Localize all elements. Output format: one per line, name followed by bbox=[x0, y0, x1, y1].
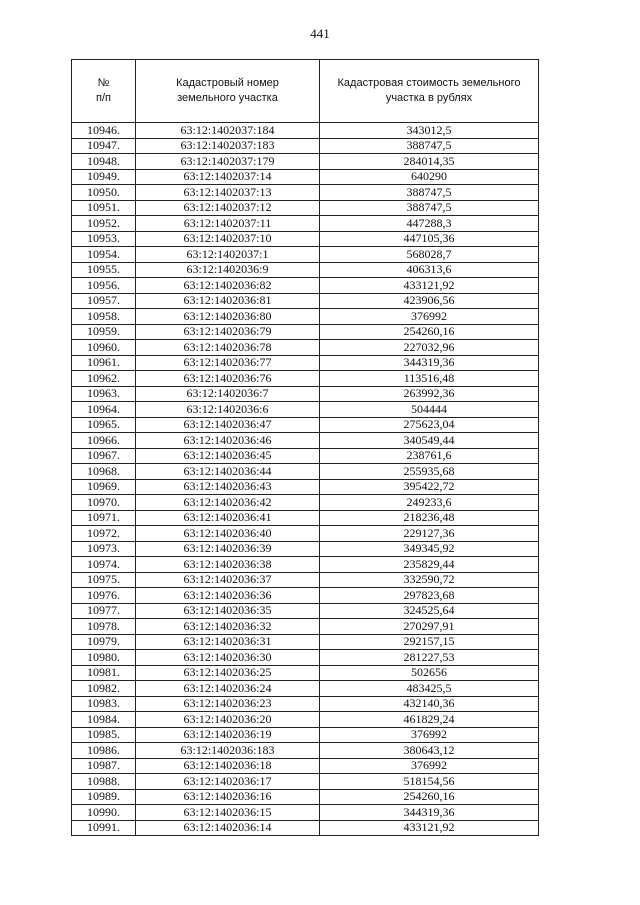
table-header bbox=[72, 60, 539, 123]
cadastral-value: 113516,48 bbox=[320, 371, 539, 387]
cadastral-number: 63:12:1402036:23 bbox=[136, 696, 320, 712]
cadastral-number: 63:12:1402036:18 bbox=[136, 758, 320, 774]
cadastral-number: 63:12:1402036:25 bbox=[136, 665, 320, 681]
row-number: 10969. bbox=[72, 479, 136, 495]
row-number: 10967. bbox=[72, 448, 136, 464]
table-row bbox=[72, 650, 539, 666]
row-number: 10950. bbox=[72, 185, 136, 201]
cadastral-value: 344319,36 bbox=[320, 805, 539, 821]
cadastral-number: 63:12:1402036:77 bbox=[136, 355, 320, 371]
cadastral-number: 63:12:1402036:15 bbox=[136, 805, 320, 821]
cadastral-number: 63:12:1402036:81 bbox=[136, 293, 320, 309]
cadastral-value: 518154,56 bbox=[320, 774, 539, 790]
row-number: 10956. bbox=[72, 278, 136, 294]
cadastral-number: 63:12:1402036:39 bbox=[136, 541, 320, 557]
cadastral-number: 63:12:1402036:45 bbox=[136, 448, 320, 464]
cadastral-value: 254260,16 bbox=[320, 789, 539, 805]
cadastral-number: 63:12:1402036:32 bbox=[136, 619, 320, 635]
row-number: 10975. bbox=[72, 572, 136, 588]
cadastral-number: 63:12:1402036:38 bbox=[136, 557, 320, 573]
header-cadastral-value: Кадастровая стоимость земельного участка в рублях bbox=[320, 60, 539, 123]
table-row bbox=[72, 696, 539, 712]
cadastral-value: 284014,35 bbox=[320, 154, 539, 170]
row-number: 10957. bbox=[72, 293, 136, 309]
table-row bbox=[72, 200, 539, 216]
cadastral-value: 332590,72 bbox=[320, 572, 539, 588]
cadastral-value: 349345,92 bbox=[320, 541, 539, 557]
table-row bbox=[72, 262, 539, 278]
cadastral-value: 249233,6 bbox=[320, 495, 539, 511]
header-number: № п/п bbox=[72, 60, 136, 123]
cadastral-number: 63:12:1402036:40 bbox=[136, 526, 320, 542]
cadastral-value: 461829,24 bbox=[320, 712, 539, 728]
row-number: 10976. bbox=[72, 588, 136, 604]
table-row bbox=[72, 526, 539, 542]
row-number: 10964. bbox=[72, 402, 136, 418]
cadastral-value: 432140,36 bbox=[320, 696, 539, 712]
cadastral-value: 324525,64 bbox=[320, 603, 539, 619]
cadastral-value: 275623,04 bbox=[320, 417, 539, 433]
cadastral-number: 63:12:1402036:44 bbox=[136, 464, 320, 480]
cadastral-number: 63:12:1402036:47 bbox=[136, 417, 320, 433]
row-number: 10974. bbox=[72, 557, 136, 573]
cadastral-number: 63:12:1402037:12 bbox=[136, 200, 320, 216]
row-number: 10982. bbox=[72, 681, 136, 697]
table-body bbox=[72, 123, 539, 836]
table-row bbox=[72, 324, 539, 340]
row-number: 10948. bbox=[72, 154, 136, 170]
table-row bbox=[72, 712, 539, 728]
cadastral-value: 238761,6 bbox=[320, 448, 539, 464]
table-row bbox=[72, 805, 539, 821]
row-number: 10984. bbox=[72, 712, 136, 728]
cadastral-number: 63:12:1402037:1 bbox=[136, 247, 320, 263]
cadastral-number: 63:12:1402037:11 bbox=[136, 216, 320, 232]
table-row bbox=[72, 433, 539, 449]
cadastral-value: 447105,36 bbox=[320, 231, 539, 247]
cadastral-value: 235829,44 bbox=[320, 557, 539, 573]
cadastral-value: 388747,5 bbox=[320, 200, 539, 216]
row-number: 10981. bbox=[72, 665, 136, 681]
cadastral-number: 63:12:1402037:13 bbox=[136, 185, 320, 201]
cadastral-number: 63:12:1402036:35 bbox=[136, 603, 320, 619]
table-row bbox=[72, 619, 539, 635]
cadastral-value: 343012,5 bbox=[320, 123, 539, 139]
row-number: 10958. bbox=[72, 309, 136, 325]
table-row bbox=[72, 309, 539, 325]
cadastral-value: 433121,92 bbox=[320, 820, 539, 836]
cadastral-value: 340549,44 bbox=[320, 433, 539, 449]
table-row bbox=[72, 665, 539, 681]
table-row bbox=[72, 820, 539, 836]
row-number: 10986. bbox=[72, 743, 136, 759]
cadastral-table bbox=[71, 59, 539, 836]
table-row bbox=[72, 138, 539, 154]
cadastral-number: 63:12:1402036:79 bbox=[136, 324, 320, 340]
table-row bbox=[72, 495, 539, 511]
table-row bbox=[72, 774, 539, 790]
table-row bbox=[72, 154, 539, 170]
cadastral-number: 63:12:1402037:184 bbox=[136, 123, 320, 139]
cadastral-number: 63:12:1402037:14 bbox=[136, 169, 320, 185]
cadastral-value: 502656 bbox=[320, 665, 539, 681]
cadastral-number: 63:12:1402036:30 bbox=[136, 650, 320, 666]
cadastral-value: 423906,56 bbox=[320, 293, 539, 309]
table-row bbox=[72, 293, 539, 309]
row-number: 10977. bbox=[72, 603, 136, 619]
cadastral-value: 292157,15 bbox=[320, 634, 539, 650]
row-number: 10987. bbox=[72, 758, 136, 774]
cadastral-number: 63:12:1402036:31 bbox=[136, 634, 320, 650]
cadastral-number: 63:12:1402036:76 bbox=[136, 371, 320, 387]
row-number: 10954. bbox=[72, 247, 136, 263]
table-row bbox=[72, 355, 539, 371]
cadastral-number: 63:12:1402036:80 bbox=[136, 309, 320, 325]
table-row bbox=[72, 603, 539, 619]
row-number: 10988. bbox=[72, 774, 136, 790]
row-number: 10961. bbox=[72, 355, 136, 371]
table-row bbox=[72, 386, 539, 402]
table-row bbox=[72, 681, 539, 697]
row-number: 10947. bbox=[72, 138, 136, 154]
cadastral-number: 63:12:1402036:183 bbox=[136, 743, 320, 759]
table-row bbox=[72, 727, 539, 743]
table-row bbox=[72, 417, 539, 433]
cadastral-value: 227032,96 bbox=[320, 340, 539, 356]
header-cadastral-number: Кадастровый номер земельного участка bbox=[136, 60, 320, 123]
table-row bbox=[72, 588, 539, 604]
row-number: 10972. bbox=[72, 526, 136, 542]
header-row bbox=[72, 60, 539, 123]
page-number: 441 bbox=[310, 26, 330, 41]
cadastral-number: 63:12:1402036:16 bbox=[136, 789, 320, 805]
row-number: 10949. bbox=[72, 169, 136, 185]
table-row bbox=[72, 448, 539, 464]
cadastral-value: 568028,7 bbox=[320, 247, 539, 263]
cadastral-value: 388747,5 bbox=[320, 185, 539, 201]
cadastral-value: 218236,48 bbox=[320, 510, 539, 526]
cadastral-number: 63:12:1402036:42 bbox=[136, 495, 320, 511]
cadastral-value: 263992,36 bbox=[320, 386, 539, 402]
cadastral-number: 63:12:1402036:14 bbox=[136, 820, 320, 836]
table-row bbox=[72, 479, 539, 495]
cadastral-number: 63:12:1402036:17 bbox=[136, 774, 320, 790]
row-number: 10955. bbox=[72, 262, 136, 278]
cadastral-number: 63:12:1402036:41 bbox=[136, 510, 320, 526]
cadastral-number: 63:12:1402036:82 bbox=[136, 278, 320, 294]
row-number: 10989. bbox=[72, 789, 136, 805]
cadastral-value: 254260,16 bbox=[320, 324, 539, 340]
row-number: 10991. bbox=[72, 820, 136, 836]
cadastral-number: 63:12:1402037:179 bbox=[136, 154, 320, 170]
cadastral-value: 281227,53 bbox=[320, 650, 539, 666]
row-number: 10951. bbox=[72, 200, 136, 216]
row-number: 10990. bbox=[72, 805, 136, 821]
row-number: 10973. bbox=[72, 541, 136, 557]
row-number: 10971. bbox=[72, 510, 136, 526]
cadastral-value: 640290 bbox=[320, 169, 539, 185]
cadastral-value: 376992 bbox=[320, 309, 539, 325]
cadastral-number: 63:12:1402036:20 bbox=[136, 712, 320, 728]
table-row bbox=[72, 510, 539, 526]
cadastral-number: 63:12:1402036:43 bbox=[136, 479, 320, 495]
table-row bbox=[72, 123, 539, 139]
table-row bbox=[72, 231, 539, 247]
table-row bbox=[72, 169, 539, 185]
row-number: 10963. bbox=[72, 386, 136, 402]
table-row bbox=[72, 216, 539, 232]
cadastral-number: 63:12:1402036:46 bbox=[136, 433, 320, 449]
table-row bbox=[72, 557, 539, 573]
row-number: 10968. bbox=[72, 464, 136, 480]
row-number: 10965. bbox=[72, 417, 136, 433]
table-row bbox=[72, 464, 539, 480]
row-number: 10966. bbox=[72, 433, 136, 449]
cadastral-value: 297823,68 bbox=[320, 588, 539, 604]
cadastral-value: 433121,92 bbox=[320, 278, 539, 294]
row-number: 10970. bbox=[72, 495, 136, 511]
table-row bbox=[72, 789, 539, 805]
cadastral-number: 63:12:1402036:78 bbox=[136, 340, 320, 356]
row-number: 10959. bbox=[72, 324, 136, 340]
cadastral-value: 376992 bbox=[320, 758, 539, 774]
cadastral-value: 229127,36 bbox=[320, 526, 539, 542]
cadastral-number: 63:12:1402036:24 bbox=[136, 681, 320, 697]
table-row bbox=[72, 247, 539, 263]
table-row bbox=[72, 634, 539, 650]
row-number: 10960. bbox=[72, 340, 136, 356]
cadastral-number: 63:12:1402036:19 bbox=[136, 727, 320, 743]
cadastral-number: 63:12:1402036:36 bbox=[136, 588, 320, 604]
cadastral-value: 395422,72 bbox=[320, 479, 539, 495]
table-row bbox=[72, 340, 539, 356]
row-number: 10978. bbox=[72, 619, 136, 635]
table-row bbox=[72, 572, 539, 588]
row-number: 10952. bbox=[72, 216, 136, 232]
cadastral-number: 63:12:1402036:6 bbox=[136, 402, 320, 418]
row-number: 10980. bbox=[72, 650, 136, 666]
cadastral-number: 63:12:1402037:10 bbox=[136, 231, 320, 247]
cadastral-number: 63:12:1402037:183 bbox=[136, 138, 320, 154]
cadastral-number: 63:12:1402036:9 bbox=[136, 262, 320, 278]
cadastral-value: 504444 bbox=[320, 402, 539, 418]
cadastral-value: 255935,68 bbox=[320, 464, 539, 480]
table-row bbox=[72, 758, 539, 774]
table-row bbox=[72, 402, 539, 418]
row-number: 10983. bbox=[72, 696, 136, 712]
cadastral-value: 376992 bbox=[320, 727, 539, 743]
table-row bbox=[72, 743, 539, 759]
cadastral-value: 483425,5 bbox=[320, 681, 539, 697]
cadastral-value: 406313,6 bbox=[320, 262, 539, 278]
table-row bbox=[72, 371, 539, 387]
cadastral-value: 388747,5 bbox=[320, 138, 539, 154]
table-row bbox=[72, 185, 539, 201]
row-number: 10953. bbox=[72, 231, 136, 247]
cadastral-value: 380643,12 bbox=[320, 743, 539, 759]
row-number: 10985. bbox=[72, 727, 136, 743]
table-row bbox=[72, 541, 539, 557]
row-number: 10979. bbox=[72, 634, 136, 650]
cadastral-value: 270297,91 bbox=[320, 619, 539, 635]
table-row bbox=[72, 278, 539, 294]
row-number: 10946. bbox=[72, 123, 136, 139]
cadastral-value: 447288,3 bbox=[320, 216, 539, 232]
cadastral-number: 63:12:1402036:7 bbox=[136, 386, 320, 402]
row-number: 10962. bbox=[72, 371, 136, 387]
cadastral-number: 63:12:1402036:37 bbox=[136, 572, 320, 588]
cadastral-value: 344319,36 bbox=[320, 355, 539, 371]
